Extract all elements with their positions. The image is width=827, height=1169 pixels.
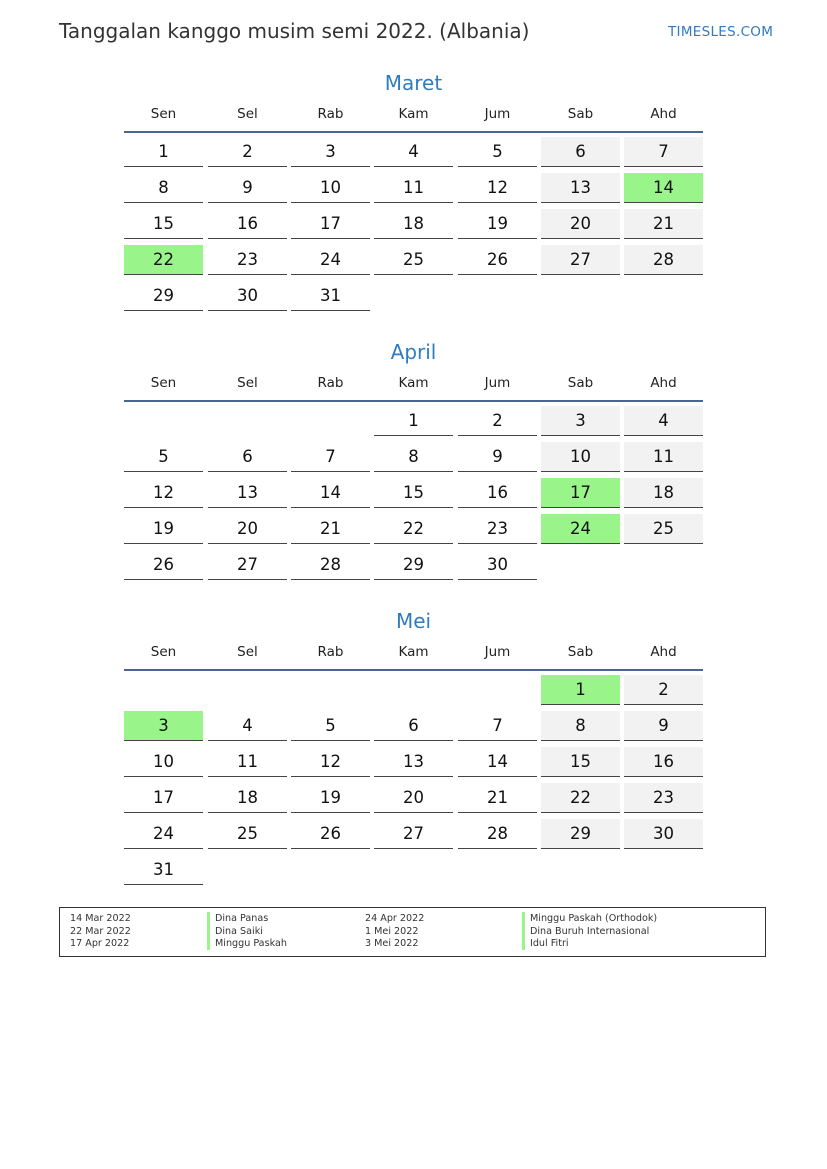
month-mei xyxy=(124,608,703,879)
day-cell: 9 xyxy=(624,711,703,741)
weekday-label: Rab xyxy=(317,375,344,391)
weekday-label: Ahd xyxy=(650,375,677,391)
day-cell: 27 xyxy=(374,819,453,849)
weekday-label: Jum xyxy=(484,644,511,660)
day-cell: 4 xyxy=(374,137,453,167)
day-cell: 29 xyxy=(374,550,453,580)
weekday-label: Sel xyxy=(237,375,258,391)
month-title: Maret xyxy=(384,71,443,95)
day-cell: 9 xyxy=(458,442,537,472)
day-cell: 10 xyxy=(541,442,620,472)
day-cell: 19 xyxy=(291,783,370,813)
weekday-header xyxy=(124,642,703,671)
day-cell: 30 xyxy=(208,281,287,311)
day-cell: 20 xyxy=(374,783,453,813)
day-cell: 31 xyxy=(124,855,203,885)
weekday-label: Jum xyxy=(484,375,511,391)
day-cell: 17 xyxy=(291,209,370,239)
weekday-label: Kam xyxy=(398,644,429,660)
weekday-label: Sen xyxy=(150,106,177,122)
day-cell: 25 xyxy=(374,245,453,275)
holiday-day-cell: 1 xyxy=(541,675,620,705)
legend-holiday-name: Dina Saiki xyxy=(207,925,263,938)
day-cell: 5 xyxy=(291,711,370,741)
month-title: April xyxy=(390,340,437,364)
legend-holiday-name: Dina Buruh Internasional xyxy=(522,925,649,938)
weekday-label: Sab xyxy=(567,644,594,660)
day-cell: 16 xyxy=(458,478,537,508)
brand-link[interactable]: TIMESLES.COM xyxy=(668,24,774,40)
day-cell: 2 xyxy=(458,406,537,436)
day-cell: 13 xyxy=(541,173,620,203)
day-cell: 21 xyxy=(624,209,703,239)
day-cell: 11 xyxy=(624,442,703,472)
day-cell: 25 xyxy=(624,514,703,544)
legend-date: 24 Apr 2022 xyxy=(365,913,425,924)
day-cell: 10 xyxy=(124,747,203,777)
holiday-day-cell: 3 xyxy=(124,711,203,741)
day-cell: 6 xyxy=(374,711,453,741)
weekday-label: Sel xyxy=(237,644,258,660)
legend-holiday-name: Minggu Paskah xyxy=(207,937,287,950)
day-cell: 8 xyxy=(124,173,203,203)
day-cell: 6 xyxy=(541,137,620,167)
legend-date: 1 Mei 2022 xyxy=(365,925,419,937)
day-cell: 29 xyxy=(124,281,203,311)
day-cell: 13 xyxy=(208,478,287,508)
day-cell: 22 xyxy=(374,514,453,544)
day-cell: 23 xyxy=(208,245,287,275)
legend-holiday-name: Minggu Paskah (Orthodok) xyxy=(522,912,657,925)
day-cell: 14 xyxy=(291,478,370,508)
day-cell: 13 xyxy=(374,747,453,777)
legend-holiday-name: Dina Panas xyxy=(207,912,268,925)
day-cell: 20 xyxy=(208,514,287,544)
day-cell: 7 xyxy=(458,711,537,741)
weekday-header xyxy=(124,373,703,402)
day-cell: 8 xyxy=(541,711,620,741)
day-cell: 24 xyxy=(291,245,370,275)
day-cell: 20 xyxy=(541,209,620,239)
legend-date: 22 Mar 2022 xyxy=(70,925,131,937)
weekday-label: Rab xyxy=(317,106,344,122)
day-cell: 21 xyxy=(291,514,370,544)
weekday-label: Rab xyxy=(317,644,344,660)
day-cell: 11 xyxy=(208,747,287,777)
weekday-label: Sel xyxy=(237,106,258,122)
day-cell: 18 xyxy=(624,478,703,508)
day-cell: 1 xyxy=(124,137,203,167)
day-cell: 23 xyxy=(458,514,537,544)
day-cell: 26 xyxy=(291,819,370,849)
holiday-day-cell: 24 xyxy=(541,514,620,544)
holiday-day-cell: 22 xyxy=(124,245,203,275)
day-cell: 19 xyxy=(124,514,203,544)
day-cell: 18 xyxy=(208,783,287,813)
day-cell: 15 xyxy=(124,209,203,239)
day-cell: 16 xyxy=(208,209,287,239)
legend-date: 3 Mei 2022 xyxy=(365,938,419,949)
weekday-label: Sen xyxy=(150,644,177,660)
day-cell: 12 xyxy=(458,173,537,203)
day-cell: 10 xyxy=(291,173,370,203)
legend-date: 17 Apr 2022 xyxy=(70,938,130,949)
day-cell: 7 xyxy=(291,442,370,472)
weekday-label: Sab xyxy=(567,106,594,122)
day-cell: 5 xyxy=(124,442,203,472)
day-cell: 4 xyxy=(208,711,287,741)
day-cell: 22 xyxy=(541,783,620,813)
day-cell: 15 xyxy=(374,478,453,508)
month-april xyxy=(124,339,703,574)
day-cell: 26 xyxy=(124,550,203,580)
day-cell: 8 xyxy=(374,442,453,472)
day-cell: 4 xyxy=(624,406,703,436)
day-cell: 1 xyxy=(374,406,453,436)
day-cell: 3 xyxy=(541,406,620,436)
day-cell: 19 xyxy=(458,209,537,239)
day-cell: 21 xyxy=(458,783,537,813)
day-cell: 23 xyxy=(624,783,703,813)
day-cell: 31 xyxy=(291,281,370,311)
page-title: Tanggalan kanggo musim semi 2022. (Albania) xyxy=(59,19,530,43)
weekday-label: Sab xyxy=(567,375,594,391)
day-cell: 12 xyxy=(124,478,203,508)
day-cell: 14 xyxy=(458,747,537,777)
weekday-label: Jum xyxy=(484,106,511,122)
day-cell: 27 xyxy=(541,245,620,275)
day-cell: 28 xyxy=(458,819,537,849)
day-cell: 5 xyxy=(458,137,537,167)
day-cell: 9 xyxy=(208,173,287,203)
holiday-day-cell: 14 xyxy=(624,173,703,203)
day-cell: 24 xyxy=(124,819,203,849)
holiday-day-cell: 17 xyxy=(541,478,620,508)
legend-date: 14 Mar 2022 xyxy=(70,913,131,924)
legend-holiday-name: Idul Fitri xyxy=(522,937,569,950)
day-cell: 6 xyxy=(208,442,287,472)
day-cell: 30 xyxy=(458,550,537,580)
weekday-label: Kam xyxy=(398,375,429,391)
day-cell: 2 xyxy=(208,137,287,167)
weekday-label: Ahd xyxy=(650,106,677,122)
day-cell: 15 xyxy=(541,747,620,777)
weekday-label: Kam xyxy=(398,106,429,122)
day-cell: 2 xyxy=(624,675,703,705)
day-cell: 30 xyxy=(624,819,703,849)
day-cell: 25 xyxy=(208,819,287,849)
day-cell: 7 xyxy=(624,137,703,167)
day-cell: 11 xyxy=(374,173,453,203)
day-cell: 28 xyxy=(291,550,370,580)
month-maret xyxy=(124,70,703,305)
day-cell: 26 xyxy=(458,245,537,275)
day-cell: 12 xyxy=(291,747,370,777)
holiday-legend xyxy=(59,907,766,957)
day-cell: 27 xyxy=(208,550,287,580)
day-cell: 3 xyxy=(291,137,370,167)
weekday-label: Sen xyxy=(150,375,177,391)
day-cell: 28 xyxy=(624,245,703,275)
weekday-label: Ahd xyxy=(650,644,677,660)
day-cell: 18 xyxy=(374,209,453,239)
weekday-header xyxy=(124,104,703,133)
month-title: Mei xyxy=(395,609,432,633)
day-cell: 17 xyxy=(124,783,203,813)
day-cell: 16 xyxy=(624,747,703,777)
day-cell: 29 xyxy=(541,819,620,849)
